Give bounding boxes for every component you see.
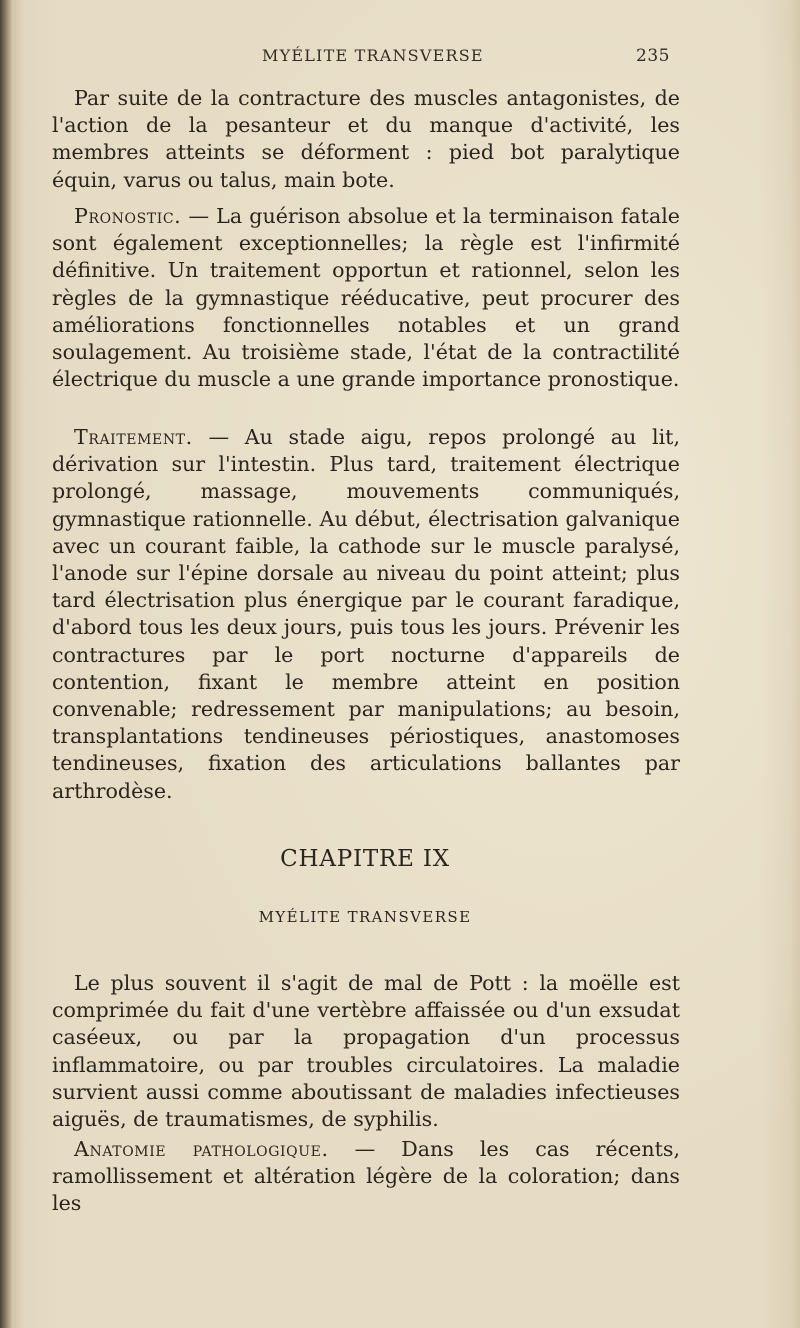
chapter-title: CHAPITRE IX [280, 846, 450, 872]
pronostic-heading: Pronostic. [74, 204, 182, 228]
paragraph-text: Par suite de la contracture des muscles antagonistes, de l'action de la pesanteur et du manque d'activité, les membres atteints se déforment : pied bot paralytique équin, varus ou talus, main bote. [52, 86, 680, 192]
running-title: MYÉLITE TRANSVERSE [262, 46, 484, 65]
paragraph-text: Le plus souvent il s'agit de mal de Pott : la moëlle est comprimée du fait d'une vertèbre affaissée ou d'un exsudat caséeux, ou par la propagation d'un processus inflammatoire, ou par troubles circulatoires. La maladie survient aussi comme aboutissant de maladies infectieuses aiguës, de traumatismes, de syphilis. [52, 971, 680, 1132]
anatomie-heading: Anatomie pathologique. [74, 1137, 329, 1161]
paragraph-anatomie [52, 1136, 680, 1218]
paragraph-intro [52, 970, 680, 1133]
paragraph-pronostic [52, 203, 680, 393]
paragraph-traitement [52, 424, 680, 805]
paragraph-deformities [52, 85, 680, 194]
chapter-subtitle: MYÉLITE TRANSVERSE [258, 908, 472, 926]
running-header [0, 46, 800, 74]
paragraph-text: — La guérison absolue et la terminaison fatale sont également exceptionnelles; la règle est l'infirmité définitive. Un traitement opportun et rationnel, selon les règles de la gymnastique rééducative, peut procurer des améliorations fonctionnelles notables et un grand soulagement. Au troisième stade, l'état de la contractilité électrique du muscle a une grande importance pronostique. [52, 204, 680, 392]
paragraph-text: — Dans les cas récents, ramollissement et altération légère de la coloration; dans les [52, 1137, 680, 1216]
page-number: 235 [636, 46, 670, 66]
traitement-heading: Traitement. [74, 425, 193, 449]
paragraph-text: — Au stade aigu, repos prolongé au lit, dérivation sur l'intestin. Plus tard, traitement électrique prolongé, massage, mouvements communiqués, gymnastique rationnelle. Au début, électrisation galvanique avec un courant faible, la cathode sur le muscle paralysé, l'anode sur l'épine dorsale au niveau du point atteint; plus tard électrisation plus énergique par le courant faradique, d'abord tous les deux jours, puis tous les jours. Prévenir les contractures par le port nocturne d'appareils de contention, fixant le membre atteint en position convenable; redressement par manipulations; au besoin, transplantations tendineuses périostiques, anastomoses tendineuses, fixation des articulations ballantes par arthrodèse. [52, 425, 680, 803]
